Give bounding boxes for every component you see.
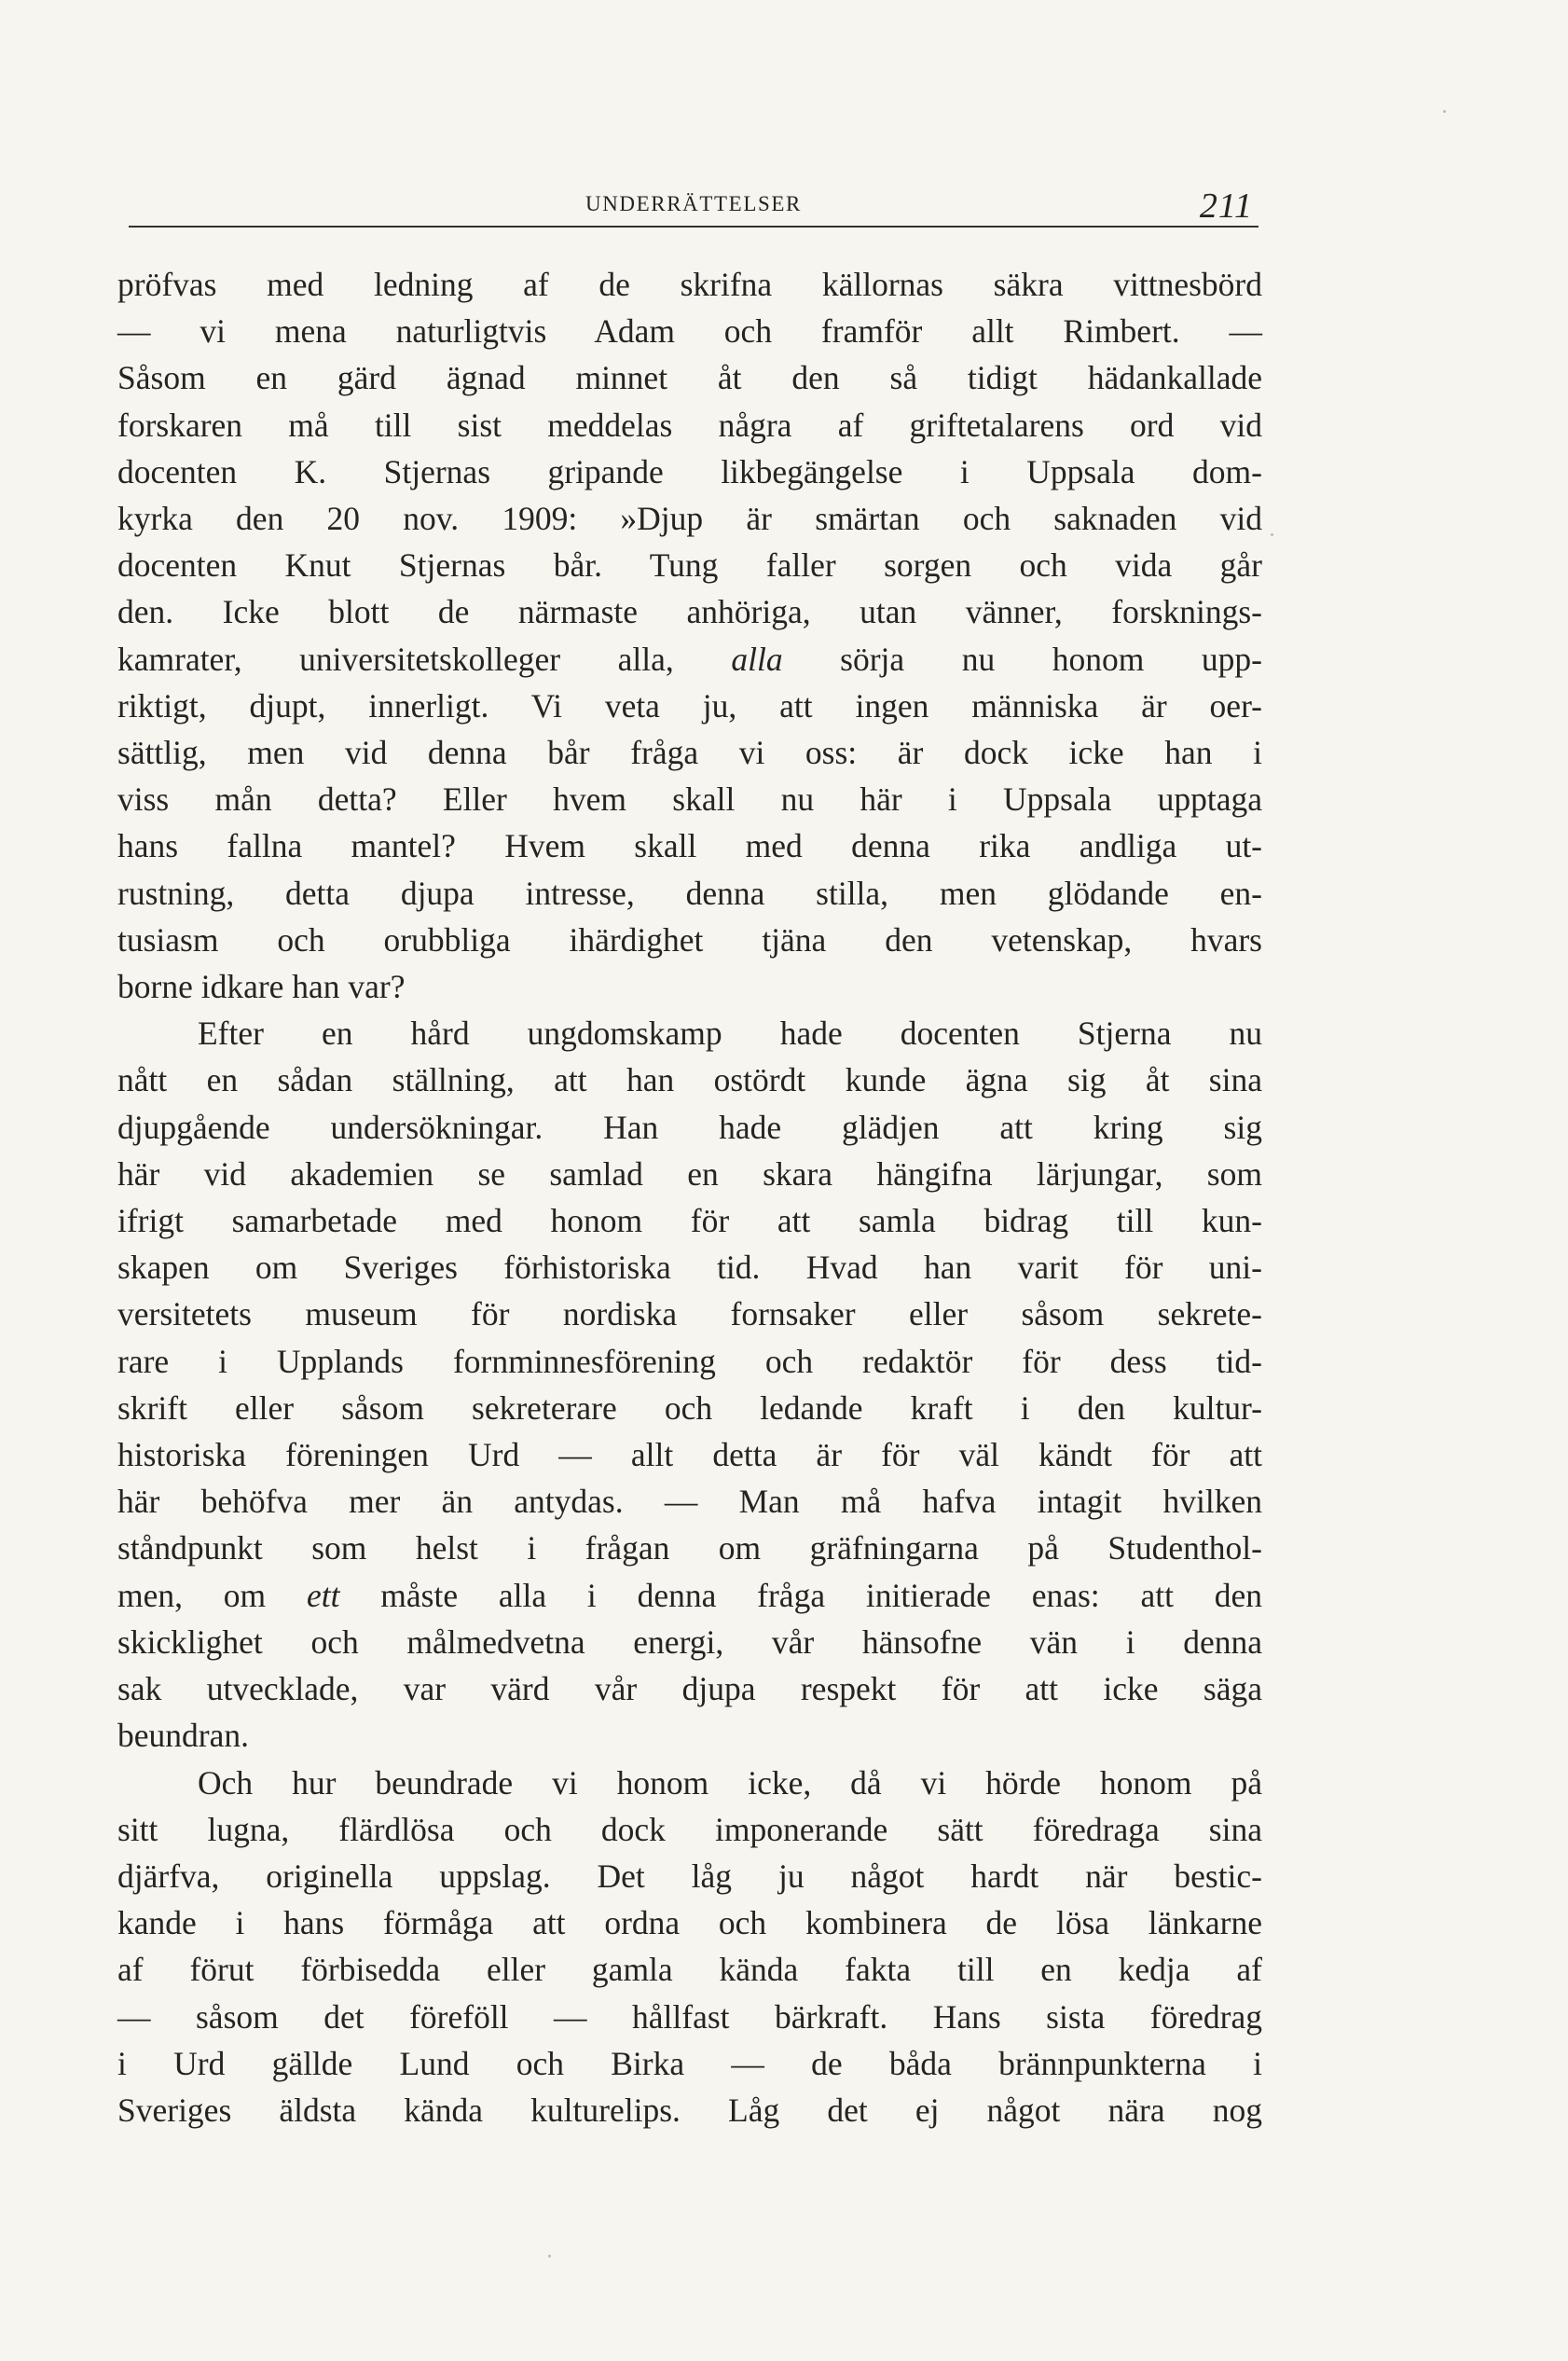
text-line: ståndpunkt som helst i frågan om gräfningarna på Studenthol- xyxy=(117,1529,1262,1567)
text-line: docenten K. Stjernas gripande likbegängelse i Uppsala dom- xyxy=(117,452,1262,490)
text-line: Och hur beundrade vi honom icke, då vi hörde honom på xyxy=(198,1763,1262,1802)
text-line: rare i Upplands fornminnesförening och redaktör för dess tid- xyxy=(117,1342,1262,1380)
text-line: sättlig, men vid denna bår fråga vi oss: är dock icke han i xyxy=(117,734,1262,772)
paragraph-1 xyxy=(117,261,1262,1010)
text-line: rustning, detta djupa intresse, denna stilla, men glödande en- xyxy=(117,874,1262,912)
text-line: viss mån detta? Eller hvem skall nu här i Uppsala upptaga xyxy=(117,780,1262,819)
text-line: skapen om Sveriges förhistoriska tid. Hvad han varit för uni- xyxy=(117,1249,1262,1287)
text-line: ifrigt samarbetade med honom för att samla bidrag till kun- xyxy=(117,1202,1262,1240)
text-line: forskaren må till sist meddelas några af griftetalarens ord vid xyxy=(117,406,1262,444)
text-line: kyrka den 20 nov. 1909: »Djup är smärtan och saknaden vid xyxy=(117,500,1262,538)
text-line: Sveriges äldsta kända kulturelips. Låg det ej något nära nog xyxy=(117,2091,1262,2129)
text-line: kande i hans förmåga att ordna och kombinera de lösa länkarne xyxy=(117,1904,1262,1942)
text-line: versitetets museum för nordiska fornsaker eller såsom sekrete- xyxy=(117,1295,1262,1333)
running-head: UNDERRÄTTELSER xyxy=(585,192,802,215)
text-line: historiska föreningen Urd — allt detta är för väl kändt för att xyxy=(117,1436,1262,1474)
text-line: djärfva, originella uppslag. Det låg ju något hardt när bestic- xyxy=(117,1857,1262,1895)
paragraph-2 xyxy=(117,1010,1262,1759)
text-segment: måste alla i denna fråga initierade enas: att den xyxy=(380,1576,1263,1614)
body-text xyxy=(117,261,1262,2133)
text-line: Efter en hård ungdomskamp hade docenten Stjerna nu xyxy=(198,1015,1262,1053)
text-line: riktigt, djupt, innerligt. Vi veta ju, att ingen människa är oer- xyxy=(117,686,1262,725)
text-line: den. Icke blott de närmaste anhöriga, utan vänner, forsknings- xyxy=(117,593,1262,631)
text-line: hans fallna mantel? Hvem skall med denna rika andliga ut- xyxy=(117,827,1262,865)
text-segment: kamrater, universitetskolleger alla, xyxy=(117,640,674,678)
paper-speck xyxy=(548,2255,551,2257)
text-line: här vid akademien se samlad en skara hängifna lärjungar, som xyxy=(117,1154,1262,1193)
text-line: i Urd gällde Lund och Birka — de båda brännpunkterna i xyxy=(117,2044,1262,2082)
text-segment: men, om xyxy=(117,1576,267,1614)
text-line-mixed xyxy=(117,1572,1262,1619)
paper-speck xyxy=(1443,110,1446,113)
text-line: skrift eller såsom sekreterare och ledande kraft i den kultur- xyxy=(117,1388,1262,1427)
text-line: här behöfva mer än antydas. — Man må hafva intagit hvilken xyxy=(117,1483,1262,1521)
text-line-mixed xyxy=(117,636,1262,683)
text-line: sak utvecklade, var värd vår djupa respekt för att icke säga xyxy=(117,1670,1262,1708)
emphasized-word: ett xyxy=(306,1576,340,1614)
paper-speck xyxy=(1271,533,1273,536)
text-line: tusiasm och orubbliga ihärdighet tjäna den vetenskap, hvars xyxy=(117,920,1262,959)
text-line: docenten Knut Stjernas bår. Tung faller sorgen och vida går xyxy=(117,546,1262,585)
text-line: nått en sådan ställning, att han ostördt kunde ägna sig åt sina xyxy=(117,1061,1262,1099)
text-line: af förut förbisedda eller gamla kända fakta till en kedja af xyxy=(117,1951,1262,1989)
paragraph-3 xyxy=(117,1760,1262,2134)
text-line: pröfvas med ledning af de skrifna källornas säkra vittnesbörd xyxy=(117,266,1262,303)
text-line: Såsom en gärd ägnad minnet åt den så tidigt hädankallade xyxy=(117,359,1262,397)
text-line: — såsom det föreföll — hållfast bärkraft. Hans sista föredrag xyxy=(117,1997,1262,2036)
text-line: sitt lugna, flärdlösa och dock imponerande sätt föredraga sina xyxy=(117,1810,1262,1848)
text-line: borne idkare han var? xyxy=(117,968,406,1006)
text-segment: sörja nu honom upp- xyxy=(840,640,1263,678)
text-line: beundran. xyxy=(117,1717,249,1755)
page-number: 211 xyxy=(1199,186,1253,226)
header-rule xyxy=(129,226,1259,228)
text-line: djupgående undersökningar. Han hade glädjen att kring sig xyxy=(117,1108,1262,1146)
text-line: skicklighet och målmedvetna energi, vår hänsofne vän i denna xyxy=(117,1622,1262,1661)
page-header xyxy=(129,181,1259,229)
emphasized-word: alla xyxy=(731,640,783,678)
text-line: — vi mena naturligtvis Adam och framför allt Rimbert. — xyxy=(117,312,1262,351)
